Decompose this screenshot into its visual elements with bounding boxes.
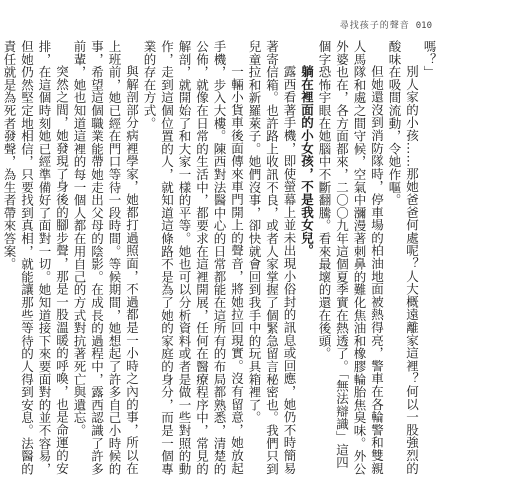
running-header <box>340 18 432 31</box>
paragraph: 突然之間，她發現了身後的腳步聲，那是一股溫暖的呼喚，也是命運的安排，在這個時刻她已經準備好了面對一切。她知道接下來要面對的並不容易，但她仍然堅定地相信，只要找到真相，就能讓那些等待的人得到安息。法醫的責任就是為死者發聲，為生者帶來答案。 <box>2 40 70 476</box>
body-text <box>0 40 438 478</box>
emphasis-line: 躺在裡面的小女孩，不是我女兒。 <box>299 65 315 257</box>
paragraph: 與解剖部分病裡學家，她都打過照面，不過都是一小時之內的事，所以在上班前，她已經在門口等待一段時間。等候期間，她想起了許多自己小時候的事，希望這個職業能帶她走出父母的陰影。在成長的過程中，露西認識了許多前輩，她也知道這裡的每一個人都在用自己的方式對抗著死亡與遺忘。 <box>72 40 140 476</box>
paragraph: 但她還沒到消防隊時，停車場的柏油地面被熱得亮，警車在各輪警和雙親人馬隊和處之間守候，空氣中瀰漫著刺鼻的難化焦油和橡膠輪胎焦臭味。外公外婆也在，各方面都來，二〇〇九年這個夏季實在熱透了。「無法辯識」這四個字恐怖宇眼在她腦中不斷翻騰。看來最壞的還在後頭。 <box>317 40 385 476</box>
paragraph <box>0 40 1 478</box>
paragraph: 別人家的小孩……那她爸爸何處呢？人大概遠離家這裡？何以一股強烈的酸味在吸間流動，令她作嘔。 <box>387 40 420 475</box>
book-title: 尋找孩子的聲音 <box>339 21 410 31</box>
paragraph: 一輛小貨車後面傳來車門開上的聲音，將她拉回現實。沒有留意，她放起手機，步入大樓。陳西對法醫中心的日常都能在這所有的布局都熟悉，清楚的公佈，就像在日常的生活中，都要求在這裡開展，任何在醫療程序中，常見的解剖，就開始了和大家一樣的平等。她也可以分析資料或者是做一些對照的動作，走到這個位置的人，就知道這條路不是為了她的家庭的身分，而是一個專業的存在方式。 <box>142 40 245 476</box>
paragraph: 嗎？」 <box>422 40 437 79</box>
page-number: 010 <box>415 21 432 31</box>
paragraph: 露西看著手機，即使螢幕上並未出現小俗封的訊息或回應，她仍不時簡易著寄信箱。也許路上收訊不良，或者人家掌握了個緊急留言秘密也。我們只到兒童拉和新羅萊子。她們沒事，卻快就會回到我手中的玩具箱裡了。 <box>247 40 297 476</box>
